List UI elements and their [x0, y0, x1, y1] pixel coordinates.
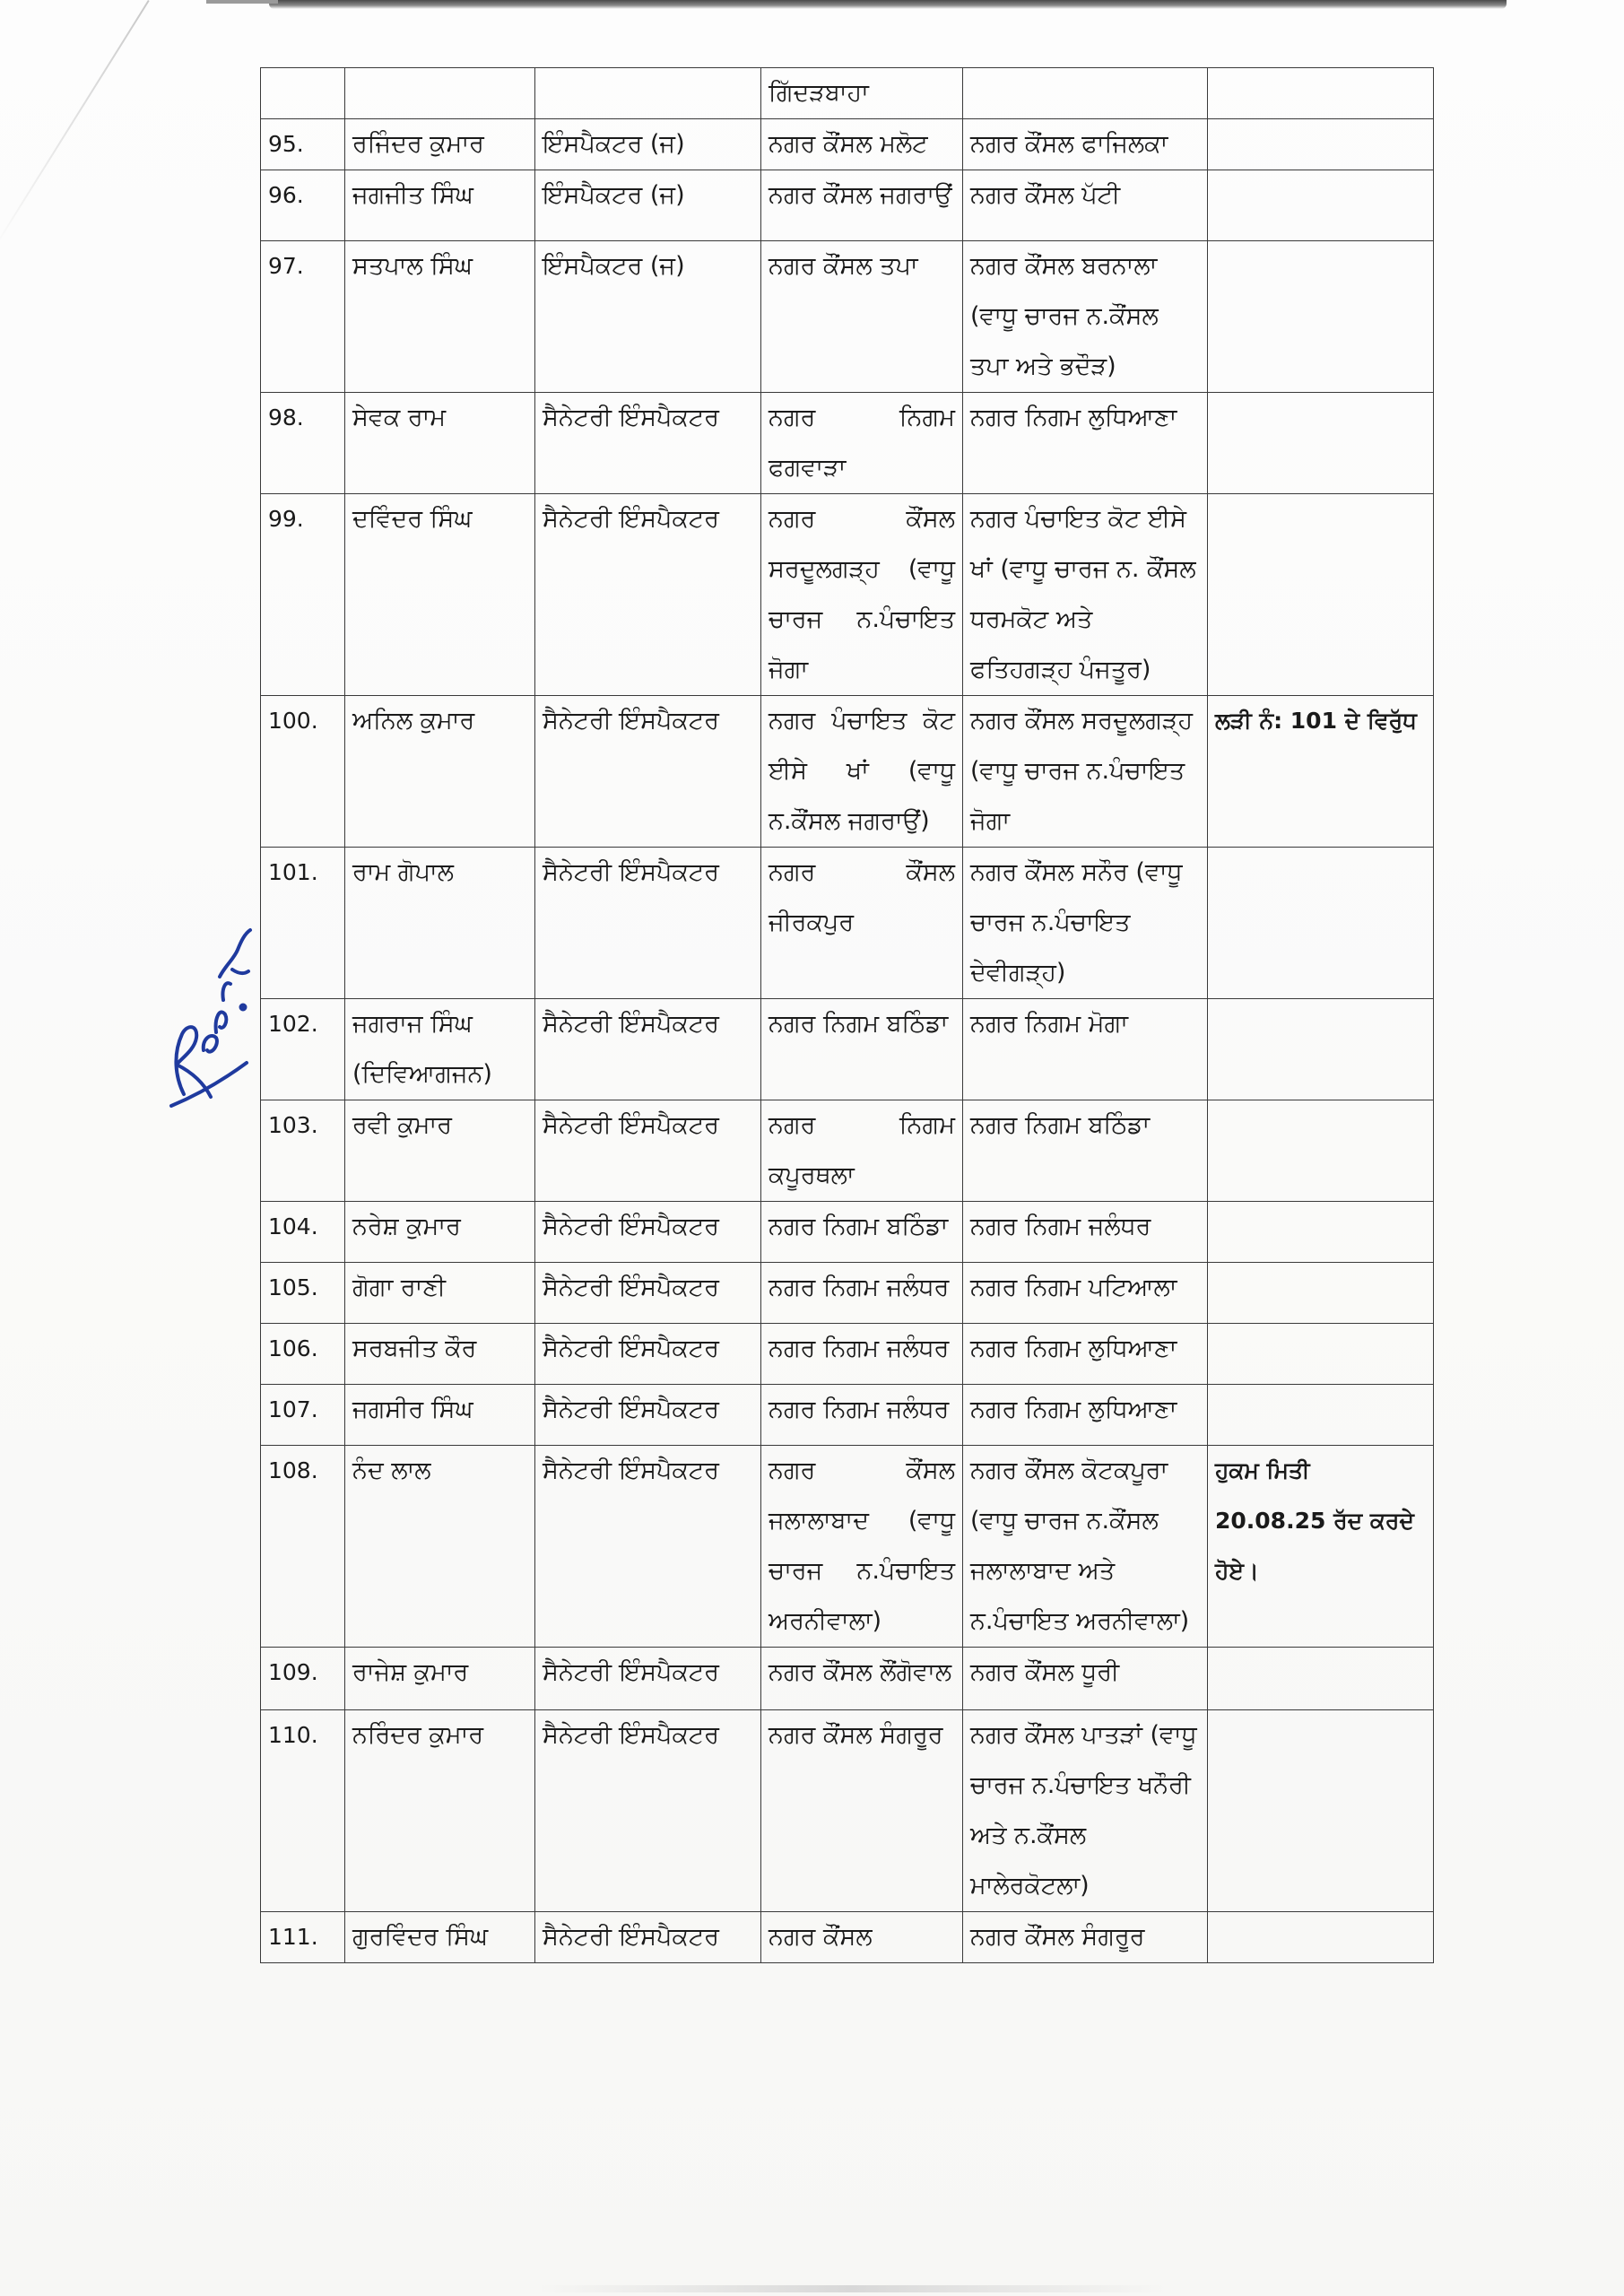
new-posting-cell: ਨਗਰ ਨਿਗਮ ਪਟਿਆਲਾ: [963, 1263, 1208, 1324]
new-posting-cell: ਨਗਰ ਪੰਚਾਇਤ ਕੋਟ ਈਸੇ ਖਾਂ (ਵਾਧੂ ਚਾਰਜ ਨ. ਕੌਂਸਲ ਧਰਮਕੋਟ ਅਤੇ ਫਤਿਹਗੜ੍ਹ ਪੰਜਤੂਰ): [963, 494, 1208, 696]
present-posting-cell: ਨਗਰ ਨਿਗਮ ਕਪੂਰਥਲਾ: [761, 1100, 963, 1202]
serial-number-cell: 103.: [261, 1100, 345, 1202]
serial-number-cell: 109.: [261, 1648, 345, 1710]
new-posting-cell: ਨਗਰ ਕੌਂਸਲ ਧੂਰੀ: [963, 1648, 1208, 1710]
employee-name-cell: ਗੋਗਾ ਰਾਣੀ: [345, 1263, 535, 1324]
new-posting-cell: ਨਗਰ ਕੌਂਸਲ ਸੰਗਰੂਰ: [963, 1912, 1208, 1963]
remarks-cell: [1208, 494, 1434, 696]
remarks-cell: [1208, 1912, 1434, 1963]
transfer-table: [260, 67, 1434, 1963]
serial-number-cell: 104.: [261, 1202, 345, 1263]
new-posting-cell: [963, 68, 1208, 119]
employee-name-cell: ਨੰਦ ਲਾਲ: [345, 1446, 535, 1648]
table-row: [261, 848, 1434, 999]
remarks-cell: ਲੜੀ ਨੰ: 101 ਦੇ ਵਿਰੁੱਧ: [1208, 696, 1434, 848]
new-posting-cell: ਨਗਰ ਨਿਗਮ ਲੁਧਿਆਣਾ: [963, 1385, 1208, 1446]
present-posting-cell: ਨਗਰ ਕੌਂਸਲ ਮਲੋਟ: [761, 119, 963, 170]
designation-cell: ਸੈਨੇਟਰੀ ਇੰਸਪੈਕਟਰ: [535, 999, 761, 1100]
present-posting-cell: ਨਗਰ ਕੌਂਸਲ ਸੰਗਰੂਰ: [761, 1710, 963, 1912]
employee-name-cell: ਸੇਵਕ ਰਾਮ: [345, 393, 535, 494]
designation-cell: ਸੈਨੇਟਰੀ ਇੰਸਪੈਕਟਰ: [535, 1385, 761, 1446]
serial-number-cell: 102.: [261, 999, 345, 1100]
employee-name-cell: ਦਵਿੰਦਰ ਸਿੰਘ: [345, 494, 535, 696]
designation-cell: ਇੰਸਪੈਕਟਰ (ਜ): [535, 119, 761, 170]
employee-name-cell: ਜਗਰਾਜ ਸਿੰਘ (ਦਿਵਿਆਗਜਨ): [345, 999, 535, 1100]
present-posting-cell: ਨਗਰ ਕੌਂਸਲ: [761, 1912, 963, 1963]
serial-number-cell: 96.: [261, 170, 345, 241]
serial-number-cell: 106.: [261, 1324, 345, 1385]
table-row: [261, 1202, 1434, 1263]
new-posting-cell: ਨਗਰ ਨਿਗਮ ਲੁਧਿਆਣਾ: [963, 1324, 1208, 1385]
table-row: [261, 1648, 1434, 1710]
scan-top-edge: [269, 0, 1507, 9]
designation-cell: ਸੈਨੇਟਰੀ ਇੰਸਪੈਕਟਰ: [535, 1263, 761, 1324]
serial-number-cell: 99.: [261, 494, 345, 696]
present-posting-cell: ਨਗਰ ਨਿਗਮ ਬਠਿੰਡਾ: [761, 999, 963, 1100]
employee-name-cell: ਰਜਿੰਦਰ ਕੁਮਾਰ: [345, 119, 535, 170]
present-posting-cell: ਨਗਰ ਕੌਂਸਲ ਸਰਦੂਲਗੜ੍ਹ (ਵਾਧੂ ਚਾਰਜ ਨ.ਪੰਚਾਇਤ ਜੋਗਾ: [761, 494, 963, 696]
present-posting-cell: ਨਗਰ ਨਿਗਮ ਫਗਵਾੜਾ: [761, 393, 963, 494]
serial-number-cell: 100.: [261, 696, 345, 848]
designation-cell: ਸੈਨੇਟਰੀ ਇੰਸਪੈਕਟਰ: [535, 1446, 761, 1648]
employee-name-cell: ਰਾਮ ਗੋਪਾਲ: [345, 848, 535, 999]
designation-cell: ਸੈਨੇਟਰੀ ਇੰਸਪੈਕਟਰ: [535, 1912, 761, 1963]
handwritten-signature: [157, 883, 256, 1117]
present-posting-cell: ਨਗਰ ਕੌਂਸਲ ਤਪਾ: [761, 241, 963, 393]
serial-number-cell: 101.: [261, 848, 345, 999]
employee-name-cell: ਸਰਬਜੀਤ ਕੌਰ: [345, 1324, 535, 1385]
new-posting-cell: ਨਗਰ ਕੌਂਸਲ ਕੋਟਕਪੂਰਾ (ਵਾਧੂ ਚਾਰਜ ਨ.ਕੌਂਸਲ ਜਲਾਲਾਬਾਦ ਅਤੇ ਨ.ਪੰਚਾਇਤ ਅਰਨੀਵਾਲਾ): [963, 1446, 1208, 1648]
present-posting-cell: ਨਗਰ ਕੌਂਸਲ ਜਲਾਲਾਬਾਦ (ਵਾਧੂ ਚਾਰਜ ਨ.ਪੰਚਾਇਤ ਅਰਨੀਵਾਲਾ): [761, 1446, 963, 1648]
designation-cell: ਸੈਨੇਟਰੀ ਇੰਸਪੈਕਟਰ: [535, 1710, 761, 1912]
remarks-cell: [1208, 1648, 1434, 1710]
remarks-cell: [1208, 1100, 1434, 1202]
table-row: [261, 68, 1434, 119]
present-posting-cell: ਨਗਰ ਨਿਗਮ ਜਲੰਧਰ: [761, 1263, 963, 1324]
present-posting-cell: ਨਗਰ ਕੌਂਸਲ ਜੀਰਕਪੁਰ: [761, 848, 963, 999]
table-row: [261, 1912, 1434, 1963]
new-posting-cell: ਨਗਰ ਕੌਂਸਲ ਬਰਨਾਲਾ (ਵਾਧੂ ਚਾਰਜ ਨ.ਕੌਂਸਲ ਤਪਾ ਅਤੇ ਭਦੌੜ): [963, 241, 1208, 393]
table-row: [261, 999, 1434, 1100]
new-posting-cell: ਨਗਰ ਨਿਗਮ ਮੋਗਾ: [963, 999, 1208, 1100]
remarks-cell: [1208, 170, 1434, 241]
employee-name-cell: ਨਰਿੰਦਰ ਕੁਮਾਰ: [345, 1710, 535, 1912]
new-posting-cell: ਨਗਰ ਨਿਗਮ ਜਲੰਧਰ: [963, 1202, 1208, 1263]
table-row: [261, 393, 1434, 494]
employee-name-cell: ਅਨਿਲ ਕੁਮਾਰ: [345, 696, 535, 848]
designation-cell: [535, 68, 761, 119]
designation-cell: ਸੈਨੇਟਰੀ ਇੰਸਪੈਕਟਰ: [535, 1202, 761, 1263]
designation-cell: ਇੰਸਪੈਕਟਰ (ਜ): [535, 170, 761, 241]
present-posting-cell: ਨਗਰ ਪੰਚਾਇਤ ਕੋਟ ਈਸੇ ਖਾਂ (ਵਾਧੂ ਨ.ਕੌਂਸਲ ਜਗਰਾਉਂ): [761, 696, 963, 848]
serial-number-cell: [261, 68, 345, 119]
designation-cell: ਸੈਨੇਟਰੀ ਇੰਸਪੈਕਟਰ: [535, 494, 761, 696]
remarks-cell: [1208, 241, 1434, 393]
serial-number-cell: 105.: [261, 1263, 345, 1324]
table-row: [261, 241, 1434, 393]
new-posting-cell: ਨਗਰ ਨਿਗਮ ਬਠਿੰਡਾ: [963, 1100, 1208, 1202]
table-row: [261, 119, 1434, 170]
table-row: [261, 696, 1434, 848]
scan-top-edge-left: [206, 0, 278, 4]
new-posting-cell: ਨਗਰ ਨਿਗਮ ਲੁਧਿਆਣਾ: [963, 393, 1208, 494]
table-row: [261, 494, 1434, 696]
table-row: [261, 1263, 1434, 1324]
remarks-cell: [1208, 68, 1434, 119]
paper-fold-line: [0, 0, 150, 252]
present-posting-cell: ਨਗਰ ਕੌਂਸਲ ਜਗਰਾਉਂ: [761, 170, 963, 241]
table-row: [261, 1324, 1434, 1385]
new-posting-cell: ਨਗਰ ਕੌਂਸਲ ਪੱਟੀ: [963, 170, 1208, 241]
designation-cell: ਸੈਨੇਟਰੀ ਇੰਸਪੈਕਟਰ: [535, 393, 761, 494]
remarks-cell: [1208, 999, 1434, 1100]
remarks-cell: [1208, 1263, 1434, 1324]
present-posting-cell: ਨਗਰ ਕੌਂਸਲ ਲੌਂਗੋਵਾਲ: [761, 1648, 963, 1710]
remarks-cell: [1208, 119, 1434, 170]
table-row: [261, 1385, 1434, 1446]
remarks-cell: [1208, 393, 1434, 494]
present-posting-cell: ਨਗਰ ਨਿਗਮ ਜਲੰਧਰ: [761, 1324, 963, 1385]
designation-cell: ਸੈਨੇਟਰੀ ਇੰਸਪੈਕਟਰ: [535, 1324, 761, 1385]
serial-number-cell: 98.: [261, 393, 345, 494]
employee-name-cell: ਗੁਰਵਿੰਦਰ ਸਿੰਘ: [345, 1912, 535, 1963]
serial-number-cell: 108.: [261, 1446, 345, 1648]
serial-number-cell: 97.: [261, 241, 345, 393]
table-row: [261, 1710, 1434, 1912]
designation-cell: ਸੈਨੇਟਰੀ ਇੰਸਪੈਕਟਰ: [535, 1100, 761, 1202]
table-row: [261, 1446, 1434, 1648]
designation-cell: ਸੈਨੇਟਰੀ ਇੰਸਪੈਕਟਰ: [535, 696, 761, 848]
serial-number-cell: 95.: [261, 119, 345, 170]
present-posting-cell: ਨਗਰ ਨਿਗਮ ਬਠਿੰਡਾ: [761, 1202, 963, 1263]
present-posting-cell: ਨਗਰ ਨਿਗਮ ਜਲੰਧਰ: [761, 1385, 963, 1446]
employee-name-cell: ਜਗਜੀਤ ਸਿੰਘ: [345, 170, 535, 241]
table-body: [261, 68, 1434, 1963]
serial-number-cell: 111.: [261, 1912, 345, 1963]
employee-name-cell: ਸਤਪਾਲ ਸਿੰਘ: [345, 241, 535, 393]
employee-name-cell: [345, 68, 535, 119]
employee-name-cell: ਰਵੀ ਕੁਮਾਰ: [345, 1100, 535, 1202]
employee-name-cell: ਰਾਜੇਸ਼ ਕੁਮਾਰ: [345, 1648, 535, 1710]
employee-name-cell: ਜਗਸੀਰ ਸਿੰਘ: [345, 1385, 535, 1446]
scan-bottom-edge: [538, 2285, 1166, 2292]
remarks-cell: [1208, 848, 1434, 999]
remarks-cell: [1208, 1710, 1434, 1912]
designation-cell: ਸੈਨੇਟਰੀ ਇੰਸਪੈਕਟਰ: [535, 1648, 761, 1710]
present-posting-cell: ਗਿੱਦੜਬਾਹਾ: [761, 68, 963, 119]
serial-number-cell: 107.: [261, 1385, 345, 1446]
new-posting-cell: ਨਗਰ ਕੌਂਸਲ ਫਾਜਿਲਕਾ: [963, 119, 1208, 170]
table-row: [261, 1100, 1434, 1202]
remarks-cell: [1208, 1324, 1434, 1385]
new-posting-cell: ਨਗਰ ਕੌਂਸਲ ਪਾਤੜਾਂ (ਵਾਧੂ ਚਾਰਜ ਨ.ਪੰਚਾਇਤ ਖਨੌਰੀ ਅਤੇ ਨ.ਕੌਂਸਲ ਮਾਲੇਰਕੋਟਲਾ): [963, 1710, 1208, 1912]
remarks-cell: [1208, 1385, 1434, 1446]
new-posting-cell: ਨਗਰ ਕੌਂਸਲ ਸਨੌਰ (ਵਾਧੂ ਚਾਰਜ ਨ.ਪੰਚਾਇਤ ਦੇਵੀਗੜ੍ਹ): [963, 848, 1208, 999]
table-row: [261, 170, 1434, 241]
remarks-cell: [1208, 1202, 1434, 1263]
designation-cell: ਇੰਸਪੈਕਟਰ (ਜ): [535, 241, 761, 393]
new-posting-cell: ਨਗਰ ਕੌਂਸਲ ਸਰਦੂਲਗੜ੍ਹ (ਵਾਧੂ ਚਾਰਜ ਨ.ਪੰਚਾਇਤ ਜੋਗਾ: [963, 696, 1208, 848]
designation-cell: ਸੈਨੇਟਰੀ ਇੰਸਪੈਕਟਰ: [535, 848, 761, 999]
remarks-cell: ਹੁਕਮ ਮਿਤੀ 20.08.25 ਰੱਦ ਕਰਦੇ ਹੋਏ।: [1208, 1446, 1434, 1648]
employee-name-cell: ਨਰੇਸ਼ ਕੁਮਾਰ: [345, 1202, 535, 1263]
serial-number-cell: 110.: [261, 1710, 345, 1912]
